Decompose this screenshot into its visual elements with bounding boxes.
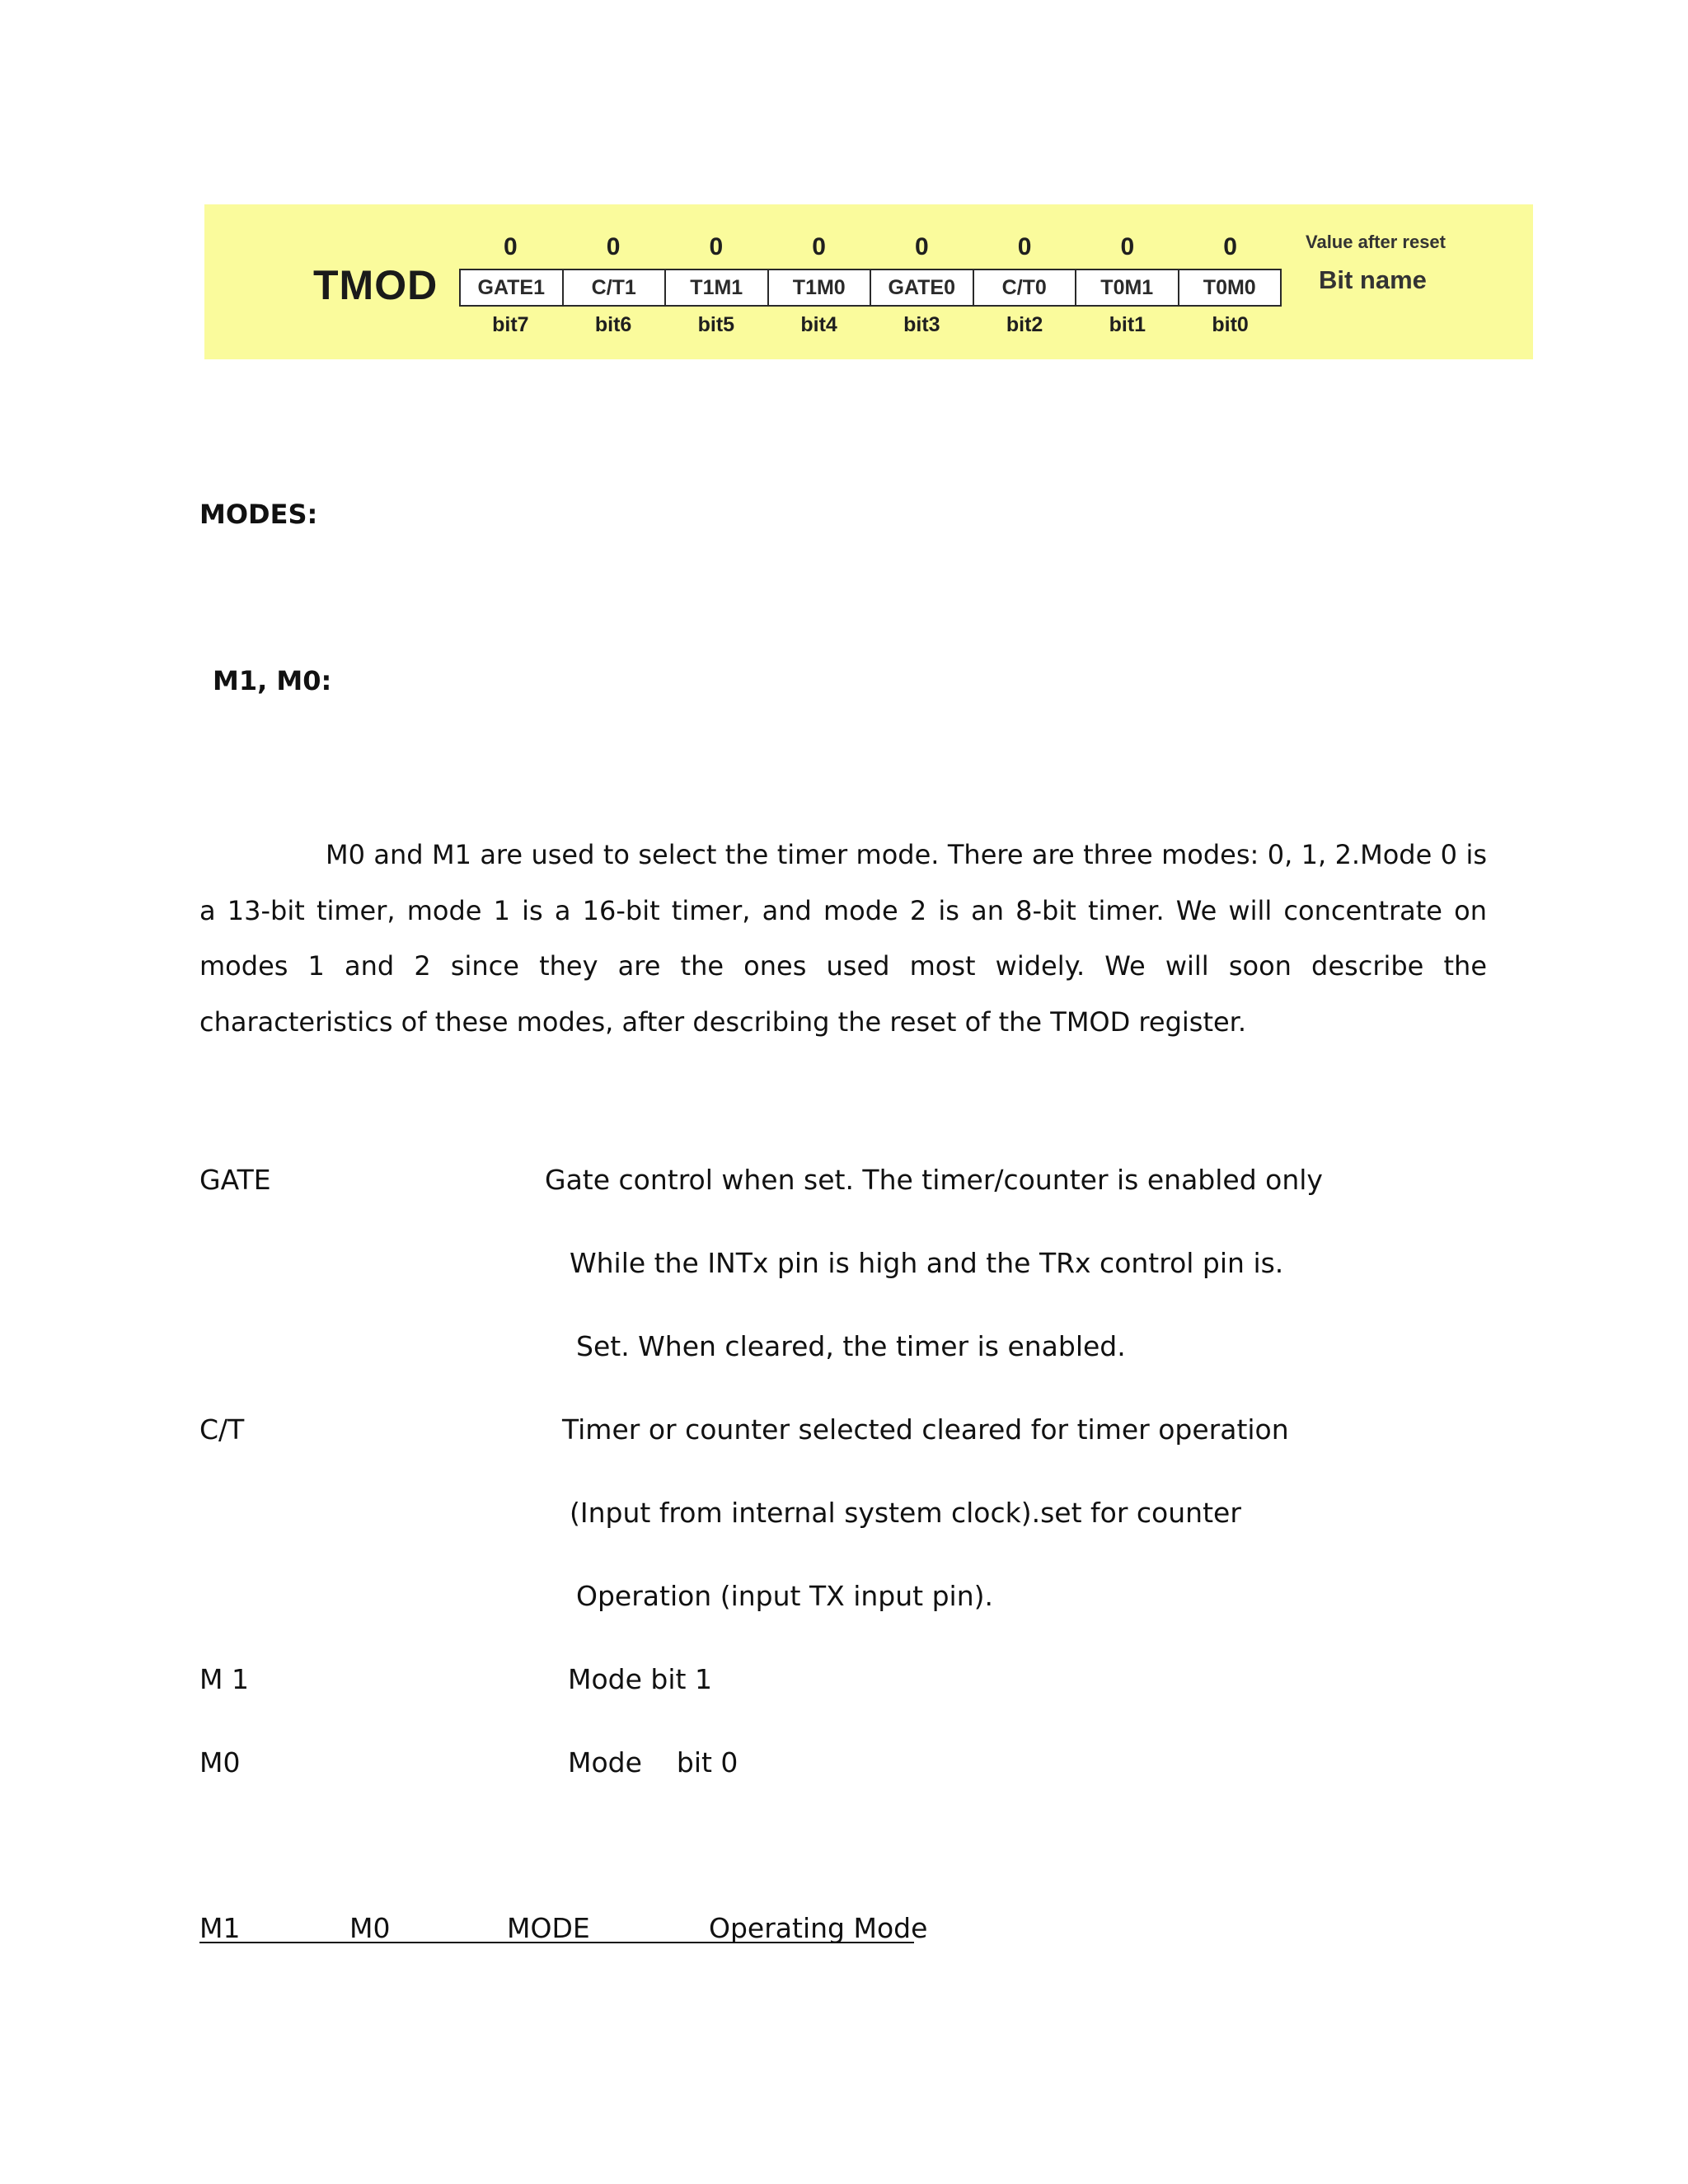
definition-term-m0: M0 [199,1746,241,1779]
definition-term-gate: GATE [199,1164,271,1196]
bit-name-cell: GATE1 [461,270,564,305]
bit-number: bit4 [800,313,837,336]
bit-name-cell: T0M1 [1076,270,1179,305]
bit-numbers-row [459,310,1282,340]
bit-number: bit2 [1006,313,1043,336]
table-header-operating-mode: Operating Mode [709,1912,928,1944]
reset-value: 0 [915,233,929,260]
definition-desc-ct-line2: (Input from internal system clock).set for counter [570,1497,1241,1529]
definition-desc-gate-line3: Set. When cleared, the timer is enabled. [576,1330,1126,1362]
m1-m0-heading: M1, M0: [213,665,332,696]
bit-name-cells [459,269,1282,307]
definition-term-ct: C/T [199,1413,245,1446]
definition-desc-gate-line1: Gate control when set. The timer/counter is enabled only [545,1164,1323,1196]
reset-value: 0 [1017,233,1032,260]
bit-name-cell: GATE0 [871,270,974,305]
definition-desc-m0: Mode bit 0 [568,1746,738,1779]
register-name: TMOD [313,262,438,308]
reset-value: 0 [606,233,621,260]
legend-value-after-reset: Value after reset [1306,232,1446,252]
bit-number: bit1 [1109,313,1146,336]
reset-value: 0 [812,233,826,260]
modes-heading: MODES: [199,499,318,530]
table-header-m1: M1 [199,1912,241,1944]
reset-values-row [459,231,1282,264]
reset-value: 0 [504,233,518,260]
bit-name-cell: T1M0 [769,270,872,305]
bit-number: bit6 [594,313,632,336]
definition-desc-m1: Mode bit 1 [568,1663,712,1695]
bit-name-cell: T1M1 [666,270,769,305]
bit-name-cell: C/T1 [564,270,667,305]
bit-number: bit5 [697,313,735,336]
modes-description-paragraph: M0 and M1 are used to select the timer mode. There are three modes: 0, 1, 2.Mode 0 is a 13-bit timer, mode 1 is a 16-bit timer, and mode 2 is an 8-bit timer. We will concentrate on modes 1 and 2 since they are the ones used most widely. We will soon describe the characteristics of these modes, after describing the reset of the TMOD register. [199,839,1487,1038]
table-header-m0: M0 [349,1912,391,1944]
reset-value: 0 [709,233,724,260]
definition-desc-ct-line1: Timer or counter selected cleared for timer operation [562,1413,1289,1446]
definition-term-m1: M 1 [199,1663,249,1695]
definition-desc-gate-line2: While the INTx pin is high and the TRx control pin is. [570,1247,1284,1279]
bit-number: bit3 [903,313,940,336]
reset-value: 0 [1223,233,1237,260]
table-header-mode: MODE [507,1912,590,1944]
bit-name-cell: C/T0 [974,270,1077,305]
reset-value: 0 [1120,233,1135,260]
definition-desc-ct-line3: Operation (input TX input pin). [576,1580,993,1612]
bit-name-cell: T0M0 [1203,276,1256,299]
legend-bit-name: Bit name [1319,265,1427,294]
bit-number: bit7 [492,313,529,336]
bit-number: bit0 [1212,313,1249,336]
